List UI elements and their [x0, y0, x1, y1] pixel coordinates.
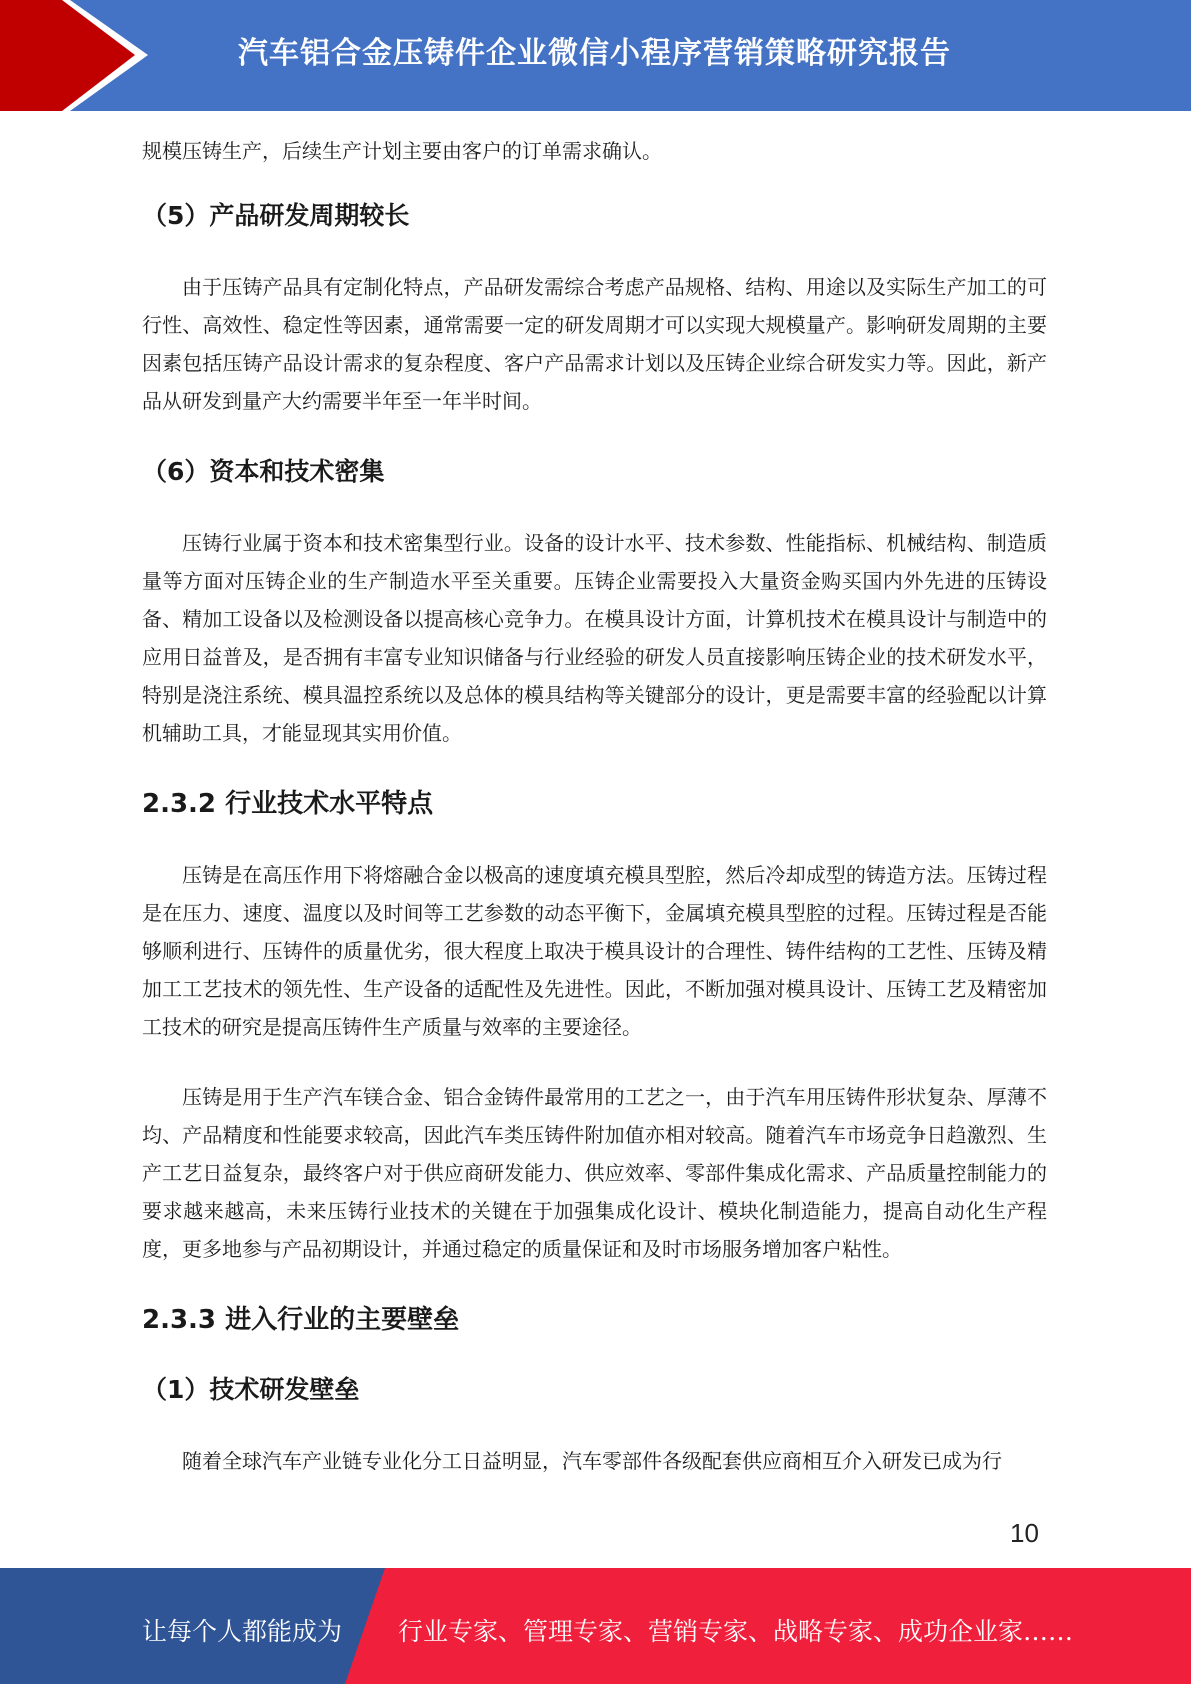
paragraph-tech-level-1: 压铸是在高压作用下将熔融合金以极高的速度填充模具型腔，然后冷却成型的铸造方法。压铸过程是在压力、速度、温度以及时间等工艺参数的动态平衡下，金属填充模具型腔的过程。压铸过程是否能够顺利进行、压铸件的质量优劣，很大程度上取决于模具设计的合理性、铸件结构的工艺性、压铸及精加工工艺技术的领先性、生产设备的适配性及先进性。因此，不断加强对模具设计、压铸工艺及精密加工技术的研究是提高压铸件生产质量与效率的主要途径。 [142, 863, 1047, 1039]
paragraph-tech-level-2: 压铸是用于生产汽车镁合金、铝合金铸件最常用的工艺之一，由于汽车用压铸件形状复杂、厚薄不均、产品精度和性能要求较高，因此汽车类压铸件附加值亦相对较高。随着汽车市场竞争日趋激烈、生产工艺日益复杂，最终客户对于供应商研发能力、供应效率、零部件集成化需求、产品质量控制能力的要求越来越高，未来压铸行业技术的关键在于加强集成化设计、模块化制造能力，提高自动化生产程度，更多地参与产品初期设计，并通过稳定的质量保证和及时市场服务增加客户粘性。 [142, 1085, 1047, 1261]
paragraph-capital-tech: 压铸行业属于资本和技术密集型行业。设备的设计水平、技术参数、性能指标、机械结构、制造质量等方面对压铸企业的生产制造水平至关重要。压铸企业需要投入大量资金购买国内外先进的压铸设备、精加工设备以及检测设备以提高核心竞争力。在模具设计方面，计算机技术在模具设计与制造中的应用日益普及，是否拥有丰富专业知识储备与行业经验的研发人员直接影响压铸企业的技术研发水平，特别是浇注系统、模具温控系统以及总体的模具结构等关键部分的设计，更是需要丰富的经验配以计算机辅助工具，才能显现其实用价值。 [142, 531, 1047, 745]
header-arrow-decoration [0, 0, 160, 111]
continuation-paragraph: 规模压铸生产，后续生产计划主要由客户的订单需求确认。 [142, 139, 662, 163]
footer-slogan-right: 行业专家、管理专家、营销专家、战略专家、成功企业家…… [398, 1617, 1074, 1646]
page-number: 10 [1010, 1518, 1039, 1548]
page-header [0, 0, 1191, 111]
heading-rd-barrier: （1）技术研发壁垒 [142, 1375, 360, 1404]
footer-slogan-left: 让每个人都能成为 [142, 1617, 343, 1646]
document-body [142, 132, 1047, 1480]
section-heading-2-3-2: 2.3.2 行业技术水平特点 [142, 789, 434, 819]
heading-capital-tech: （6）资本和技术密集 [142, 457, 385, 486]
page-footer [0, 1568, 1191, 1684]
section-heading-2-3-3: 2.3.3 进入行业的主要壁垒 [142, 1305, 460, 1335]
report-title: 汽车铝合金压铸件企业微信小程序营销策略研究报告 [238, 36, 951, 71]
heading-rd-cycle: （5）产品研发周期较长 [142, 201, 410, 230]
paragraph-rd-barrier: 随着全球汽车产业链专业化分工日益明显，汽车零部件各级配套供应商相互介入研发已成为行 [182, 1449, 1002, 1473]
paragraph-rd-cycle: 由于压铸产品具有定制化特点，产品研发需综合考虑产品规格、结构、用途以及实际生产加工的可行性、高效性、稳定性等因素，通常需要一定的研发周期才可以实现大规模量产。影响研发周期的主要因素包括压铸产品设计需求的复杂程度、客户产品需求计划以及压铸企业综合研发实力等。因此，新产品从研发到量产大约需要半年至一年半时间。 [142, 275, 1047, 413]
